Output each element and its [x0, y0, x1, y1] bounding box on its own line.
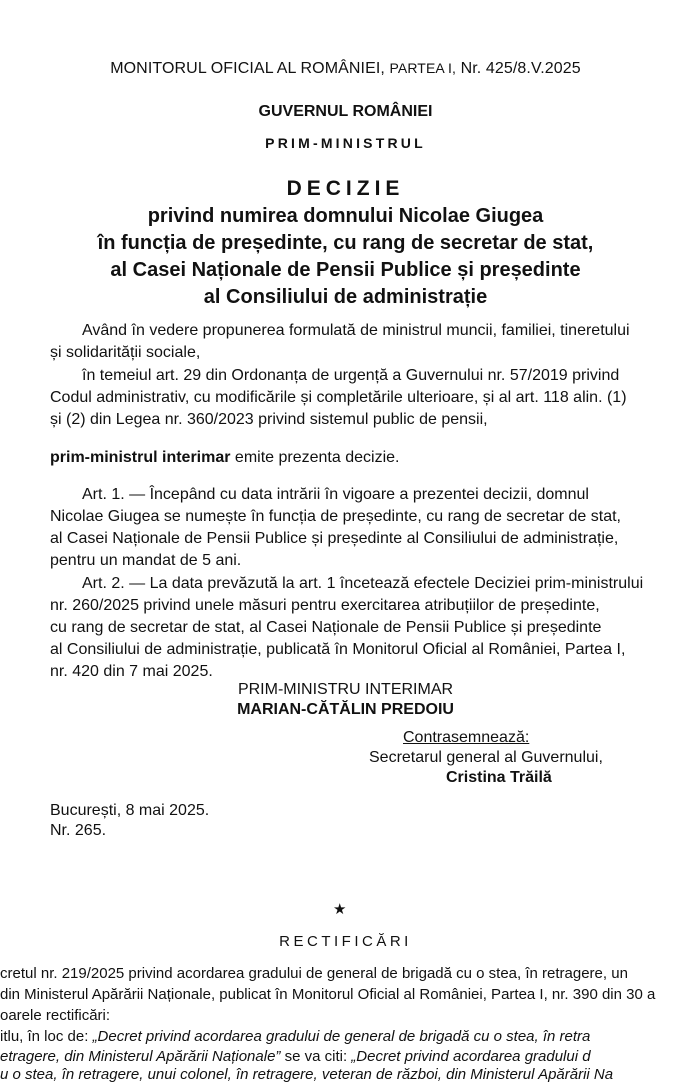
countersign-name: Cristina Trăilă — [446, 769, 552, 786]
article-1-line: Art. 1. — Începând cu data intrării în vigoare a prezentei decizii, domnul — [82, 486, 589, 503]
rectificari-quote: „Decret privind acordarea gradului de general de brigadă cu o stea, în retra — [92, 1028, 591, 1045]
preamble-line: și solidarității sociale, — [50, 344, 201, 361]
issuing-clause — [50, 449, 399, 467]
decision-title-line: în funcția de președinte, cu rang de secretar de stat, — [97, 232, 594, 254]
star-separator-icon: ★ — [333, 901, 347, 918]
rectificari-line: din Ministerul Apărării Naționale, publicat în Monitorul Oficial al României, Partea I, nr. 390 din 30 a — [0, 986, 656, 1003]
article-2-line: nr. 420 din 7 mai 2025. — [50, 663, 213, 680]
place-date: București, 8 mai 2025. — [50, 802, 210, 819]
issuer-rest: emite prezenta decizie. — [230, 449, 400, 466]
rectificari-line — [0, 1048, 591, 1065]
government-heading: GUVERNUL ROMÂNIEI — [258, 103, 433, 120]
article-1-line: Nicolae Giugea se numește în funcția de președinte, cu rang de secretar de stat, — [50, 508, 621, 525]
gazette-issue: Nr. 425/8.V.2025 — [460, 60, 581, 77]
rectificari-quote: etragere, din Ministerul Apărării Naționale” — [0, 1048, 281, 1065]
decision-heading: DECIZIE — [286, 177, 405, 200]
gazette-title: MONITORUL OFICIAL AL ROMÂNIEI, — [110, 60, 385, 77]
countersign-label: Contrasemnează: — [403, 729, 530, 746]
rectificari-line: oarele rectificări: — [0, 1007, 111, 1024]
signature-title: PRIM-MINISTRU INTERIMAR — [237, 681, 454, 698]
preamble-line: și (2) din Legea nr. 360/2023 privind sistemul public de pensii, — [50, 411, 488, 428]
rectificari-heading: RECTIFICĂRI — [279, 933, 412, 950]
article-2-line: Art. 2. — La data prevăzută la art. 1 încetează efectele Deciziei prim-ministrului — [82, 575, 644, 592]
rectificari-quote: „Decret privind acordarea gradului d — [351, 1048, 591, 1065]
decision-title-line: al Casei Naționale de Pensii Publice și președinte — [110, 259, 581, 281]
rectificari-prefix: itlu, în loc de: — [0, 1028, 93, 1045]
decision-title-line: privind numirea domnului Nicolae Giugea — [147, 205, 544, 227]
preamble-line: Având în vedere propunerea formulată de ministrul muncii, familiei, tineretului — [82, 322, 630, 339]
rectificari-line-cut: u o stea, în retragere, unui colonel, în retragere, veteran de război, din Ministerul Apărării Na — [0, 1066, 614, 1083]
preamble-line: în temeiul art. 29 din Ordonanța de urgență a Guvernului nr. 57/2019 privind — [82, 367, 620, 384]
article-2-line: al Consiliului de administrație, publicată în Monitorul Oficial al României, Partea I, — [50, 641, 626, 658]
rectificari-line — [0, 1028, 590, 1045]
gazette-part: PARTEA I, — [389, 60, 457, 76]
issuer-bold: prim-ministrul interimar — [50, 449, 231, 466]
countersign-role: Secretarul general al Guvernului, — [369, 749, 603, 766]
decision-title-line: al Consiliului de administrație — [203, 286, 488, 308]
rectificari-mid: se va citi: — [280, 1048, 352, 1065]
prime-minister-heading: PRIM-MINISTRUL — [265, 135, 426, 151]
gazette-header — [0, 60, 691, 78]
signature-name: MARIAN-CĂTĂLIN PREDOIU — [237, 701, 454, 718]
preamble-line: Codul administrativ, cu modificările și completările ulterioare, și al art. 118 alin. (1) — [50, 389, 627, 406]
article-2-line: nr. 260/2025 privind unele măsuri pentru exercitarea atribuțiilor de președinte, — [50, 597, 600, 614]
rectificari-line: cretul nr. 219/2025 privind acordarea gradului de general de brigadă cu o stea, în retragere, un — [0, 965, 628, 982]
decision-number: Nr. 265. — [50, 822, 107, 839]
article-2-line: cu rang de secretar de stat, al Casei Naționale de Pensii Publice și președinte — [50, 619, 602, 636]
article-1-line: al Casei Naționale de Pensii Publice și președinte al Consiliului de administrație, — [50, 530, 619, 547]
article-1-line: pentru un mandat de 5 ani. — [50, 552, 242, 569]
